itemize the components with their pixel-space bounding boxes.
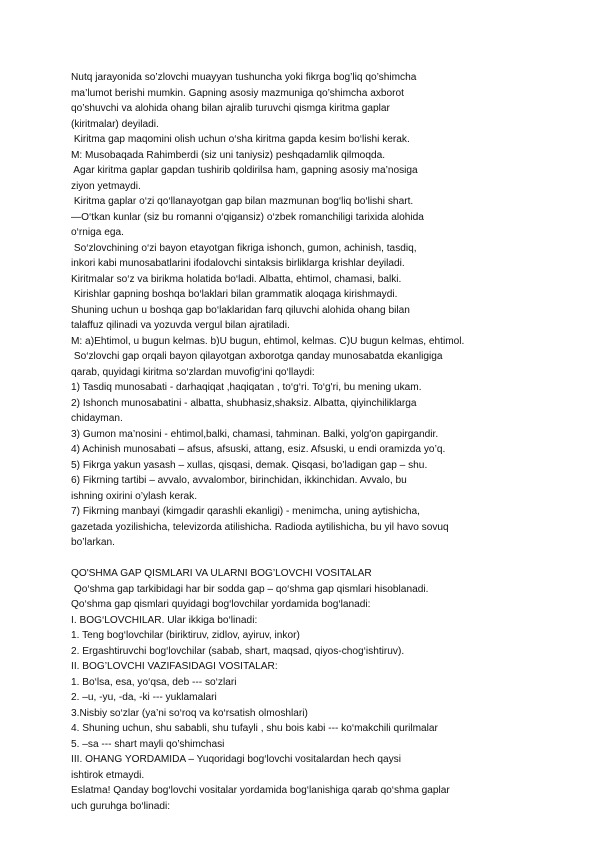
text-line (71, 551, 571, 567)
text-line: 4. Shuning uchun, shu sababli, shu tufayli , shu bois kabi --- ko‘makchili qurilmalar (71, 723, 438, 734)
text-line: So‘zlovchining o‘zi bayon etayotgan fikriga ishonch, gumon, achinish, tasdiq, (71, 242, 417, 254)
text-line: Qo‘shma gap qismlari quyidagi bog‘lovchilar yordamida bog‘lanadi: (71, 599, 371, 610)
text-line: 6) Fikrning tartibi – avvalo, avvalombor, birinchidan, ikkinchidan. Avvalo, bu (71, 475, 407, 486)
text-line: So‘zlovchi gap orqali bayon qilayotgan axborotga qanday munosabatda ekanligiga (71, 351, 443, 362)
text-line: 1. Teng bog‘lovchilar (biriktiruv, zidlov, ayiruv, inkor) (71, 630, 300, 641)
text-line: Kiritma gaplar o‘zi qo‘llanayotgan gap bilan mazmunan bog‘liq bo‘lishi shart. (71, 196, 414, 207)
text-line: M: Musobaqada Rahimberdi (siz uni taniysiz) peshqadamlik qilmoqda. (71, 149, 386, 161)
text-line: 1. Bo‘lsa, esa, yo‘qsa, deb --- so‘zlari (71, 676, 237, 688)
text-line: (kiritmalar) deyiladi. (71, 118, 159, 130)
text-line: 1) Tasdiq munosabati - darhaqiqat ,haqiqatan , to‘g‘ri. To‘g'ri, bu mening ukam. (71, 382, 422, 393)
text-line: 2) Ishonch munosabatini - albatta, shubhasiz,shaksiz. Albatta, qiyinchiliklarga (71, 397, 417, 409)
text-line: II. BOG’LOVCHI VAZIFASIDAGI VOSITALAR: (71, 661, 278, 672)
text-line: III. OHANG YORDAMIDA – Yuqoridagi bog‘lovchi vositalardan hech qaysi (71, 754, 401, 765)
text-line: ma’lumot berishi mumkin. Gapning asosiy mazmuniga qo’shimcha axborot (71, 87, 404, 99)
text-line: Kiritma gap maqomini olish uchun o‘sha kiritma gapda kesim bo‘lishi kerak. (71, 134, 410, 145)
text-line: Nutq jarayonida so’zlovchi muayyan tushuncha yoki fikrga bog’liq qo’shimcha (71, 72, 417, 83)
text-line: 3) Gumon ma’nosini - ehtimol,balki, chamasi, tahminan. Balki, yolg'on gapirgandir. (71, 428, 439, 440)
text-line: QO'SHMA GAP QISMLARI VA ULARNI BOG’LOVCHI VOSITALAR (71, 568, 372, 579)
text-line: ishtirok etmaydi. (71, 769, 145, 781)
text-line: Eslatma! Qanday bog‘lovchi vositalar yordamida bog‘lanishiga qarab qo‘shma gaplar (71, 785, 450, 796)
text-line: talaffuz qilinadi va yozuvda vergul bilan ajratiladi. (71, 320, 290, 331)
text-line: 4) Achinish munosabati – afsus, afsuski, attang, esiz. Afsuski, u endi oramizda yo’q. (71, 444, 446, 455)
text-line: Agar kiritma gaplar gapdan tushirib qoldirilsa ham, gapning asosiy ma’nosiga (71, 165, 418, 176)
text-line: ishning oxirini o’ylash kerak. (71, 490, 198, 502)
text-line: 2. –u, -yu, -da, -ki --- yuklamalari (71, 692, 217, 703)
text-line: —O‘tkan kunlar (siz bu romanni o‘qigansiz) o‘zbek romanchiligi tarixida alohida (71, 211, 424, 223)
text-line: bo’larkan. (71, 537, 115, 548)
text-line: ziyon yetmaydi. (71, 180, 141, 192)
text-line: 7) Fikrning manbayi (kimgadir qarashli ekanligi) - menimcha, uning aytishicha, (71, 506, 420, 517)
document-body (71, 70, 571, 814)
text-line: inkori kabi munosabatlarini ifodalovchi sintaksis birliklarga krishlar deyiladi. (71, 258, 405, 269)
text-line: I. BOG‘LOVCHILAR. Ular ikkiga bo‘linadi: (71, 614, 258, 626)
text-line: 2. Ergashtiruvchi bog‘lovchilar (sabab, shart, maqsad, qiyos-chog‘ishtiruv). (71, 645, 405, 657)
text-line: 5) Fikrga yakun yasash – xullas, qisqasi, demak. Qisqasi, bo’ladigan gap – shu. (71, 459, 428, 471)
text-line: qarab, quyidagi kiritma so‘zlardan muvofig‘ini qo‘llaydi: (71, 366, 315, 378)
text-line: Qo‘shma gap tarkibidagi har bir sodda gap – qo‘shma gap qismlari hisoblanadi. (71, 583, 429, 595)
text-line: 3.Nisbiy so‘zlar (ya’ni so‘roq va ko‘rsatish olmoshlari) (71, 707, 308, 719)
text-line: M: a)Ehtimol, u bugun kelmas. b)U bugun, ehtimol, kelmas. C)U bugun kelmas, ehtimol. (71, 335, 465, 347)
text-line: 5. –sa --- shart mayli qo’shimchasi (71, 738, 225, 750)
text-line: Kirishlar gapning boshqa bo‘laklari bilan grammatik aloqaga kirishmaydi. (71, 289, 398, 300)
text-line: uch guruhga bo‘linadi: (71, 800, 171, 812)
text-line: gazetada yozilishicha, televizorda atilishicha. Radioda aytilishicha, bu yil havo sovuq (71, 521, 449, 533)
text-line: qo’shuvchi va alohida ohang bilan ajralib turuvchi qismga kiritma gaplar (71, 103, 390, 114)
text-line: o‘rniga ega. (71, 227, 124, 238)
text-line: Shuning uchun u boshqa gap bo‘laklaridan farq qiluvchi alohida ohang bilan (71, 304, 410, 316)
text-line: Kiritmalar so‘z va birikma holatida bo‘ladi. Albatta, ehtimol, chamasi, balki. (71, 273, 402, 285)
text-line: chidayman. (71, 413, 123, 424)
